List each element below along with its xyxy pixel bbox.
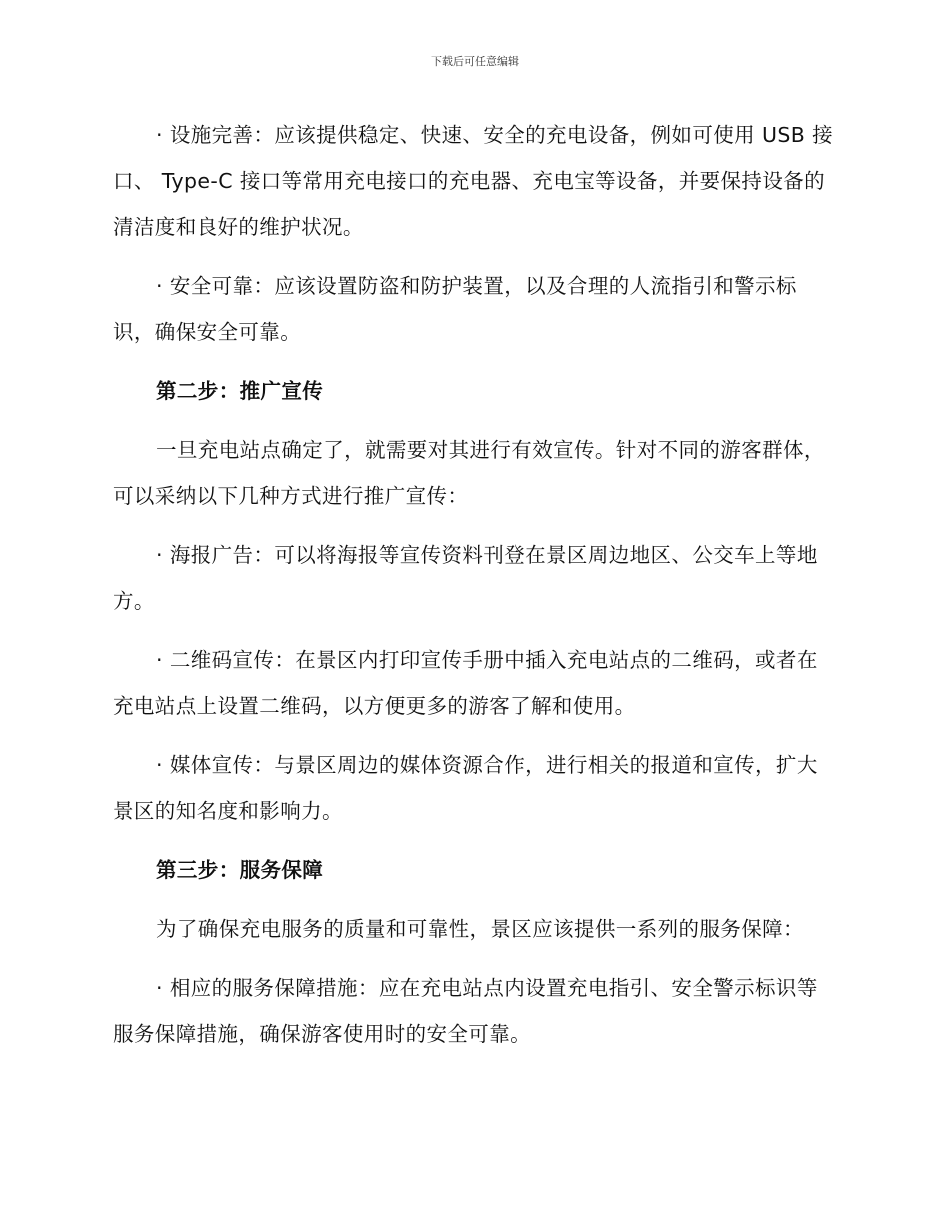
service-intro: 为了确保充电服务的质量和可靠性，景区应该提供一系列的服务保障： [156, 917, 804, 941]
page-header-note: 下载后可任意编辑 [431, 55, 519, 68]
bullet-facilities: · 设施完善：应该提供稳定、快速、安全的充电设备，例如可使用 USB 接口、 Type-C 接口等常用充电接口的充电器、充电宝等设备，并要保持设备的清洁度和良好的维护状况。 [113, 123, 834, 239]
bullet-posters: · 海报广告：可以将海报等宣传资料刊登在景区周边地区、公交车上等地方。 [113, 543, 818, 613]
step-two-heading: 第二步：推广宣传 [156, 379, 324, 403]
bullet-qr-code: · 二维码宣传：在景区内打印宣传手册中插入充电站点的二维码，或者在充电站点上设置二维码，以方便更多的游客了解和使用。 [113, 648, 818, 718]
document-body [113, 112, 835, 1070]
bullet-safety: · 安全可靠：应该设置防盗和防护装置，以及合理的人流指引和警示标识，确保安全可靠。 [113, 274, 797, 344]
bullet-service-measures: · 相应的服务保障措施：应在充电站点内设置充电指引、安全警示标识等服务保障措施，确保游客使用时的安全可靠。 [113, 976, 818, 1046]
bullet-media: · 媒体宣传：与景区周边的媒体资源合作，进行相关的报道和宣传，扩大景区的知名度和影响力。 [113, 753, 818, 823]
promotion-intro: 一旦充电站点确定了，就需要对其进行有效宣传。针对不同的游客群体，可以采纳以下几种方式进行推广宣传： [113, 438, 825, 508]
step-three-heading: 第三步：服务保障 [156, 858, 324, 882]
